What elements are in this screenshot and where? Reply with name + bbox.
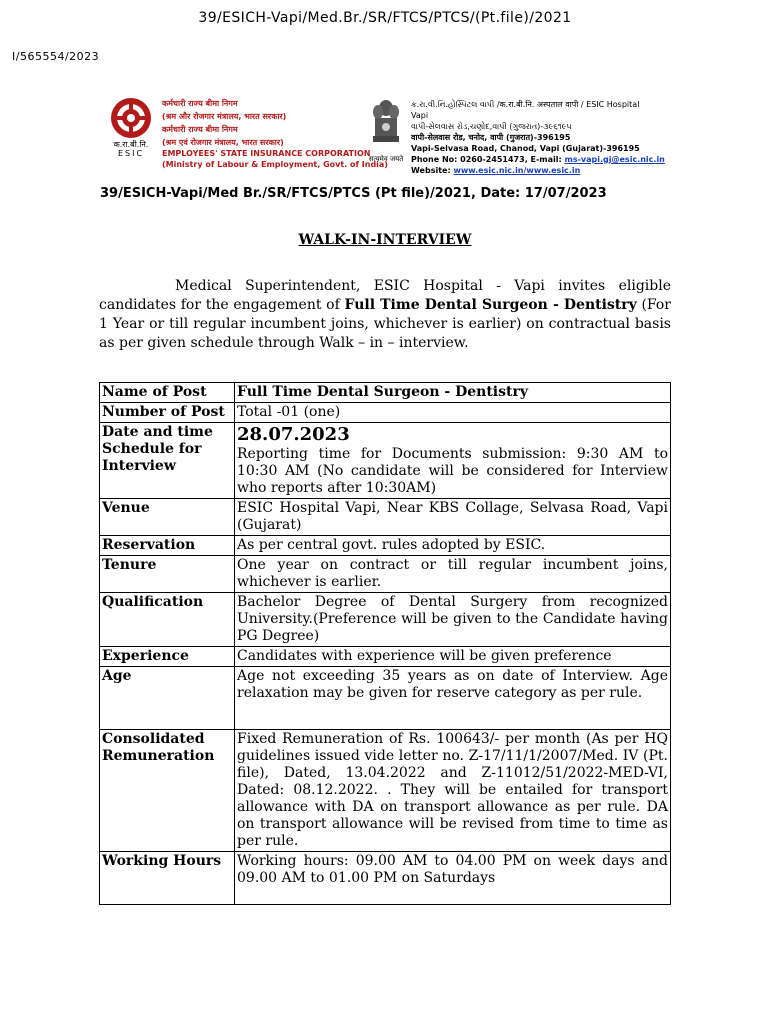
row-label: Reservation	[100, 536, 235, 556]
letterhead-hindi-line: (श्रम एवं रोजगार मंत्रालय, भारत सरकार)	[162, 138, 284, 147]
schedule-table	[99, 382, 671, 905]
row-label: Venue	[100, 499, 235, 536]
table-row	[100, 556, 671, 593]
row-value: Bachelor Degree of Dental Surgery from recognized University.(Preference will be given to the Candidate having PG Degree)	[235, 593, 671, 647]
letterhead-right-text	[411, 99, 665, 176]
row-label: Consolidated Remuneration	[100, 730, 235, 852]
esic-logo-caption	[104, 140, 158, 158]
intro-text-1: Medical Superintendent, ESIC Hospital - Vapi invites eligible candidates for the engagement of	[99, 278, 671, 313]
file-reference-header: 39/ESICH-Vapi/Med.Br./SR/FTCS/PTCS/(Pt.file)/2021	[198, 10, 572, 26]
row-label: Qualification	[100, 593, 235, 647]
row-value: Working hours: 09.00 AM to 04.00 PM on week days and 09.00 AM to 01.00 PM on Saturdays	[235, 852, 671, 905]
table-row	[100, 536, 671, 556]
website-link[interactable]: www.esic.nic.in/www.esic.in	[453, 166, 581, 175]
website-line	[411, 165, 665, 176]
national-emblem-icon	[370, 96, 402, 156]
row-label: Working Hours	[100, 852, 235, 905]
hospital-line-1: ક.રા.વી.નિ.હોસ્પિટલ વાપી /क.रा.बी.नि. अस्पताल वापी / ESIC Hospital	[411, 100, 640, 109]
table-row	[100, 423, 671, 499]
letterhead-hindi-line: कर्मचारी राज्य बीमा निगम	[162, 99, 238, 108]
intro-post-name: Full Time Dental Surgeon - Dentistry	[344, 297, 637, 313]
org-name: EMPLOYEES' STATE INSURANCE CORPORATION	[162, 149, 371, 158]
reporting-time: Reporting time for Documents submission: 9:30 AM to 10:30 AM (No candidate will be considered for Interview who reports after 10:30AM)	[237, 446, 668, 496]
row-label: Tenure	[100, 556, 235, 593]
table-row	[100, 730, 671, 852]
row-label: Experience	[100, 647, 235, 667]
table-row	[100, 852, 671, 905]
table-row	[100, 593, 671, 647]
logo-caption-hindi: क.रा.बी.नि.	[113, 140, 149, 149]
row-value: Total -01 (one)	[235, 403, 671, 423]
ministry-name: (Ministry of Labour & Employment, Govt. of India)	[162, 160, 388, 169]
reference-line: 39/ESICH-Vapi/Med Br./SR/FTCS/PTCS (Pt file)/2021, Date: 17/07/2023	[100, 186, 607, 201]
esic-logo-icon	[106, 95, 156, 145]
website-label: Website:	[411, 166, 454, 175]
table-row	[100, 667, 671, 730]
table-row	[100, 499, 671, 536]
row-label: Number of Post	[100, 403, 235, 423]
row-value: As per central govt. rules adopted by ESIC.	[235, 536, 671, 556]
row-value: Full Time Dental Surgeon - Dentistry	[235, 383, 671, 403]
row-value: One year on contract or till regular incumbent joins, whichever is earlier.	[235, 556, 671, 593]
phone-label: Phone No: 0260-2451473, E-mail:	[411, 155, 565, 164]
logo-caption-abbr: ESIC	[117, 149, 145, 158]
row-label: Name of Post	[100, 383, 235, 403]
row-value	[235, 423, 671, 499]
row-value: ESIC Hospital Vapi, Near KBS Collage, Selvasa Road, Vapi (Gujarat)	[235, 499, 671, 536]
emblem-caption: सत्यमेव जयते	[368, 155, 404, 163]
intro-paragraph	[99, 277, 671, 353]
letterhead-left-text	[162, 97, 388, 170]
row-label: Date and time Schedule for Interview	[100, 423, 235, 499]
table-row	[100, 383, 671, 403]
row-value: Candidates with experience will be given preference	[235, 647, 671, 667]
hospital-address-gujarati: વાપી-સેલવાસ રોડ,ચણોદ,વાપી (ગુજરાત)-૩૯૬૧૯૫	[411, 122, 572, 131]
row-value: Fixed Remuneration of Rs. 100643/- per month (As per HQ guidelines issued vide letter no. Z-17/11/1/2007/Med. IV (Pt. file), Dated, 13.04.2022 and Z-11012/51/2022-MED-VI, Dated: 08.12.2022. . They will be entailed for transport allowance with DA on transport allowance as per rule. DA on transport allowance will be revised from time to time as per rule.	[235, 730, 671, 852]
document-number: I/565554/2023	[12, 50, 100, 63]
table-row	[100, 403, 671, 423]
letterhead-hindi-line: कर्मचारी राज्य बीमा निगम	[162, 125, 238, 134]
table-row	[100, 647, 671, 667]
contact-line	[411, 154, 665, 165]
hospital-address: Vapi-Selvasa Road, Chanod, Vapi (Gujarat)-396195	[411, 144, 640, 153]
intro-text-2: (For 1 Year or till regular incumbent joins, whichever is earlier) on contractual basis as per given schedule through Walk – in – interview.	[99, 297, 672, 351]
hospital-line-2: Vapi	[411, 111, 429, 120]
row-value: Age not exceeding 35 years as on date of Interview. Age relaxation may be given for reserve category as per rule.	[235, 667, 671, 730]
interview-date: 28.07.2023	[237, 424, 350, 445]
email-link[interactable]: ms-vapi.gj@esic.nic.in	[564, 155, 665, 164]
row-label: Age	[100, 667, 235, 730]
letterhead-hindi-line: (श्रम और रोजगार मंत्रालय, भारत सरकार)	[162, 112, 287, 121]
hospital-address-hindi: वापी-सेलवास रोड, चनोद, वापी (गुजरात)-396195	[411, 133, 571, 142]
page-title: WALK-IN-INTERVIEW	[298, 232, 472, 248]
